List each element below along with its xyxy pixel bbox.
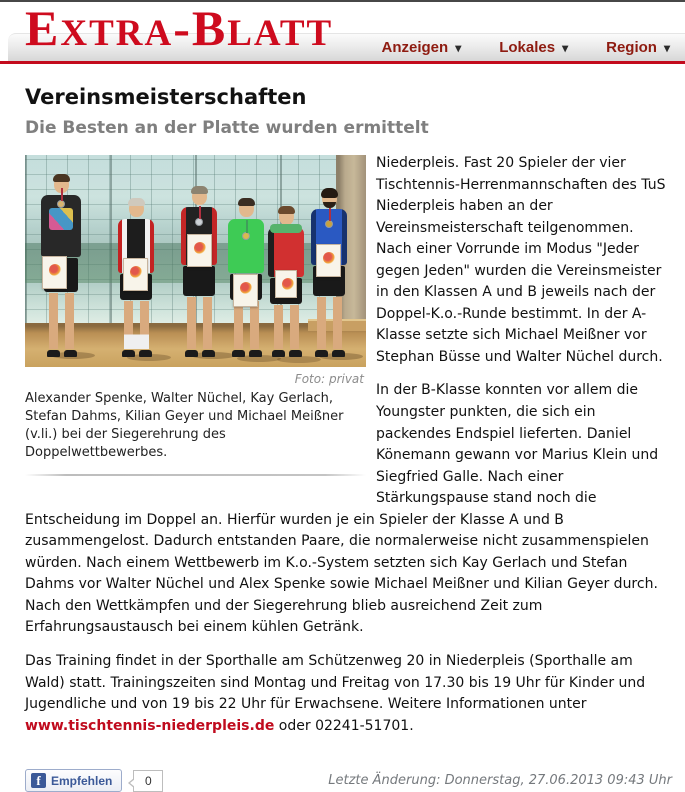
certificate (123, 258, 148, 291)
article-body (25, 153, 672, 792)
photo-credit: Foto: privat (294, 372, 364, 386)
photo-caption: Alexander Spenke, Walter Nüchel, Kay Gerlach, Stefan Dahms, Kilian Geyer und Michael Meißner (v.li.) bei der Siegerehrung des Doppelwettbewerbes. (25, 391, 344, 461)
paragraph-3-text: Das Training findet in der Sporthalle am Schützenweg 20 in Niederpleis (Sporthalle am Wald) statt. Trainingszeiten sind Montag und Freitag von 17.30 bis 19 Uhr für Kinder und Jugendliche und von 19 bis 22 Uhr für Erwachsene. Weitere Informationen unter (25, 653, 646, 713)
person-shorts (183, 266, 215, 296)
person-legs (187, 297, 212, 349)
article-photo (25, 155, 366, 367)
person-legs (124, 301, 149, 349)
nav-item-label: Region (606, 39, 657, 56)
logo-part: LATT (227, 13, 334, 54)
article (0, 85, 685, 792)
certificate (275, 270, 297, 298)
medal-icon (57, 200, 65, 208)
paragraph-1: Niederpleis. Fast 20 Spieler der vier Tischtennis-Herrenmannschaften des TuS Niederpleis haben an der Vereinsmeisterschaft teilgenommen. Nach einer Vorrunde im Modus "Jeder gegen Jeden" wurden die Vereinsmeister in den Klassen A und B jeweils nach der Doppel-K.o.-Runde bestimmt. In der A-Klasse setzte sich Michael Meißner vor Stephan Büsse und Walter Nüchel durch. (376, 155, 666, 365)
chevron-down-icon: ▾ (663, 40, 670, 55)
nav-item-label: Anzeigen (381, 39, 449, 56)
paragraph-3-text-after: oder 02241-51701. (274, 717, 414, 734)
nav-item-lokales[interactable] (480, 34, 587, 61)
photo-person-5 (268, 208, 304, 357)
person-head (192, 188, 207, 205)
person-head (279, 208, 294, 225)
person-head (239, 200, 254, 217)
photo-person-2 (118, 200, 154, 357)
person-head (322, 190, 337, 207)
article-figure (25, 155, 366, 496)
photo-person-3 (181, 188, 217, 357)
certificate (42, 256, 67, 289)
person-feet (185, 350, 198, 357)
paragraph-2: In der B-Klasse konnten vor allem die Youngster punkten, die sich ein packendes Endspiel lieferten. Daniel Könemann gewann vor Marius Klein und Siegfried Galle. Nach einer Stärkungspause stand noch die Entscheidung im Doppel an. Hierfür wurden je ein Spieler der Klasse A und B zusammengelost. Dadurch entstanden Paare, die normalerweise nicht zusammenspielen würden. Nach einem Wettbewerb im K.o.-System setzten sich Kay Gerlach und Stefan Dahms vor Walter Nüchel und Alex Spenke sowie Michael Meißner und Kilian Geyer durch. Nach den Wettkämpfen und der Siegerehrung blieb ausreichend Zeit zum Erfahrungsaustausch bei einem kühlen Getränk. (25, 382, 659, 636)
facebook-widget (25, 769, 163, 792)
person-head (129, 200, 144, 217)
page-title: Vereinsmeisterschaften (25, 85, 307, 109)
certificate (316, 244, 341, 277)
facebook-icon: f (31, 773, 46, 788)
website-link[interactable]: www.tischtennis-niederpleis.de (25, 717, 275, 734)
person-feet (47, 350, 60, 357)
nav-item-label: Lokales (499, 39, 556, 56)
facebook-like-label: Empfehlen (51, 773, 113, 788)
logo-part: -B (173, 0, 228, 56)
chevron-down-icon: ▾ (562, 40, 569, 55)
paragraph-3 (25, 651, 672, 737)
logo-part: E (25, 0, 61, 56)
logo-part: XTRA (60, 13, 174, 54)
person-feet (122, 350, 135, 357)
person-legs (49, 293, 74, 349)
facebook-like-count: 0 (133, 770, 163, 792)
medal-icon (242, 232, 250, 240)
chevron-down-icon: ▾ (455, 40, 462, 55)
person-feet (272, 350, 285, 357)
page-subtitle: Die Besten an der Platte wurden ermittelt (25, 118, 429, 138)
nav-item-anzeigen[interactable] (363, 34, 481, 61)
medal-icon (195, 218, 203, 226)
caption-divider (25, 474, 366, 476)
person-feet (232, 350, 245, 357)
extra-blatt-logo[interactable] (25, 0, 334, 66)
last-modified-text: Letzte Änderung: Donnerstag, 27.06.2013 09:43 Uhr (328, 772, 672, 788)
certificate (187, 234, 212, 267)
person-legs (317, 297, 342, 349)
facebook-like-button[interactable] (25, 769, 122, 792)
person-legs (274, 305, 299, 349)
photo-person-1 (41, 176, 81, 357)
article-footer (25, 769, 672, 792)
masthead (0, 2, 685, 61)
photo-person-4 (228, 200, 264, 357)
photo-person-6 (311, 190, 347, 357)
nav-item-region[interactable] (587, 34, 685, 61)
certificate (233, 274, 258, 307)
person-legs (234, 301, 259, 349)
medal-icon (325, 220, 333, 228)
person-feet (315, 350, 328, 357)
